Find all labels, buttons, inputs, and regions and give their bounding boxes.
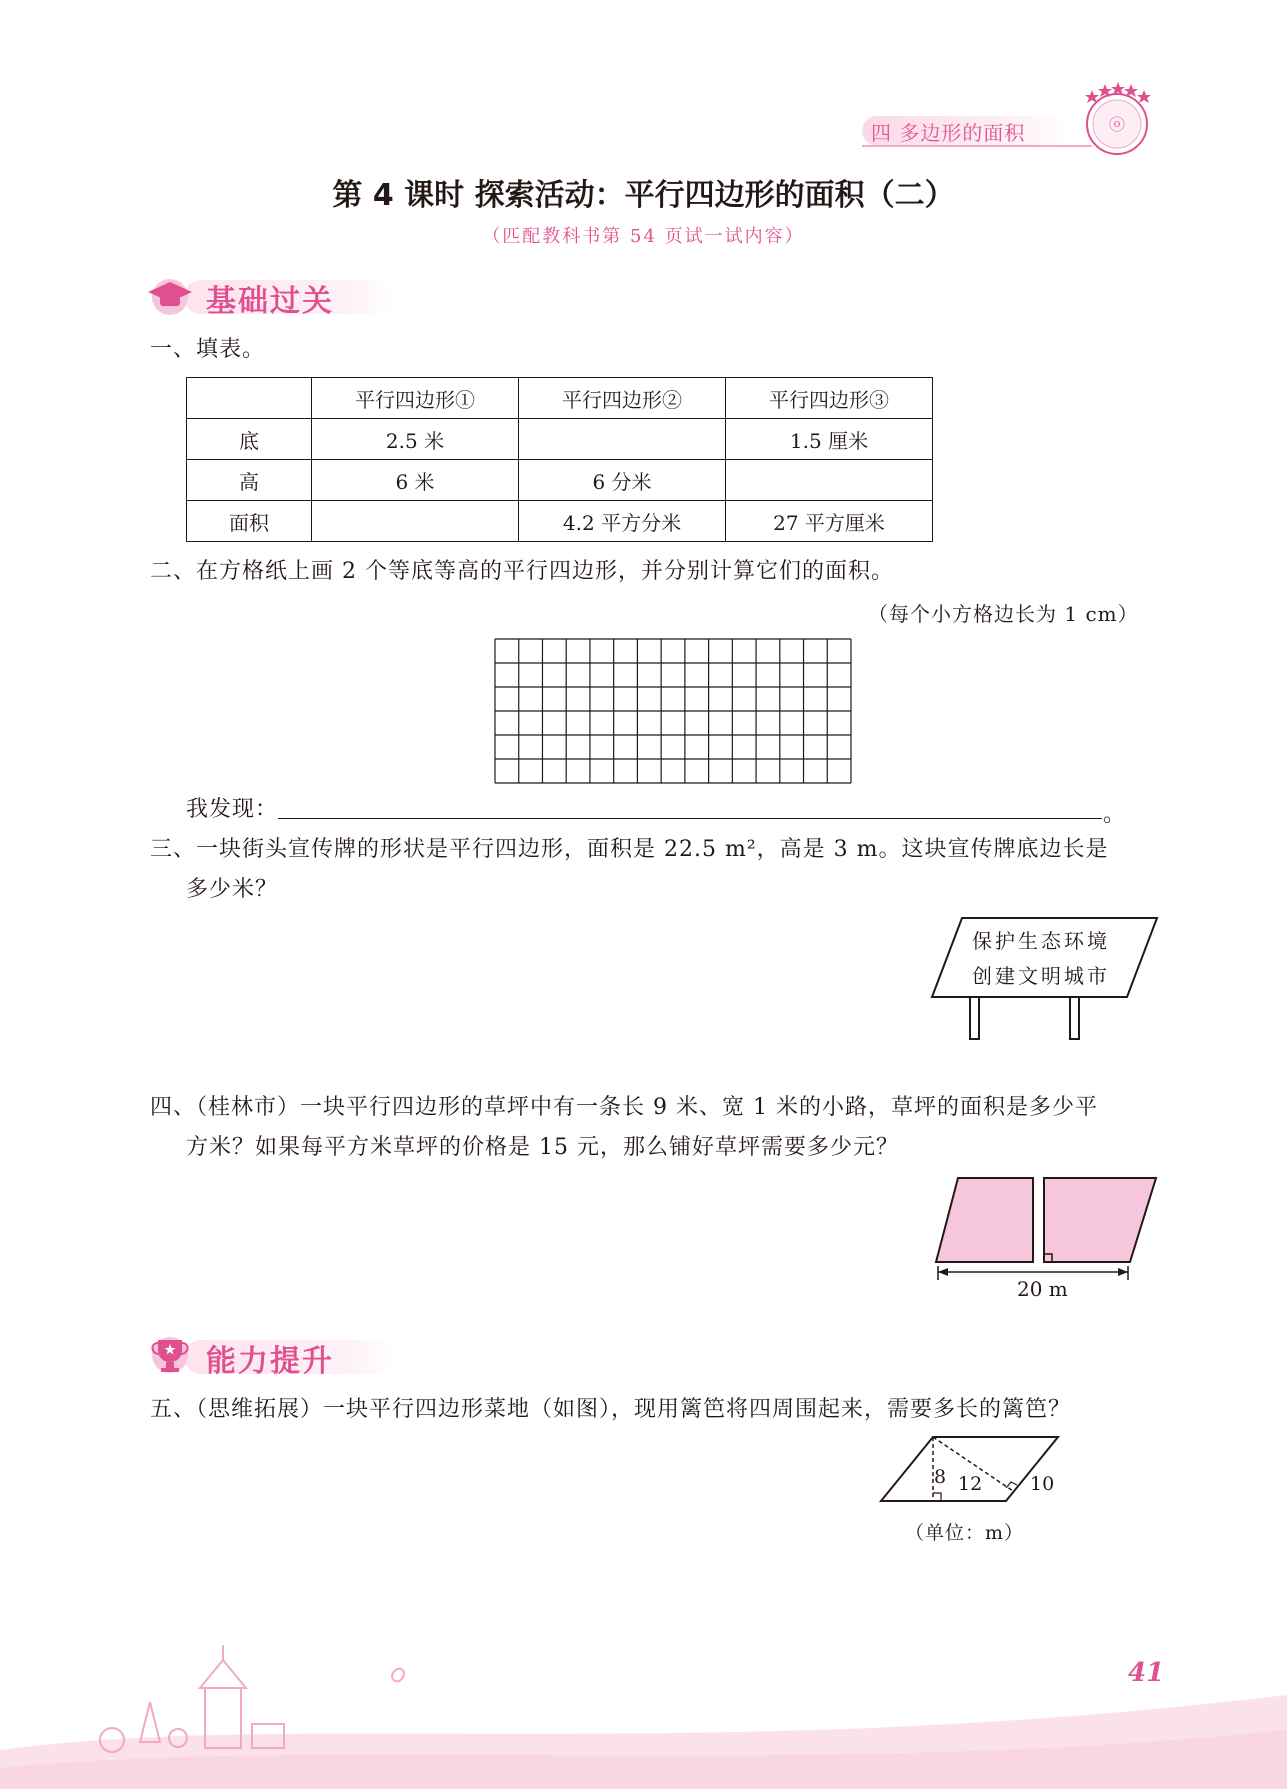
question-3-line2: 多少米？ bbox=[186, 877, 279, 902]
question-2-prompt: 二、在方格纸上画 2 个等底等高的平行四边形，并分别计算它们的面积。 bbox=[150, 559, 894, 584]
lesson-subtitle: （匹配教科书第 54 页试一试内容） bbox=[482, 226, 805, 247]
label-height-8: 8 bbox=[934, 1466, 947, 1488]
lawn-figure bbox=[928, 1170, 1168, 1290]
section-banner-basic bbox=[144, 272, 404, 318]
table-row-label: 底 bbox=[187, 419, 312, 460]
label-side-10: 10 bbox=[1030, 1473, 1055, 1495]
finding-answer-line[interactable] bbox=[278, 818, 1102, 819]
section-banner-advanced bbox=[144, 1332, 404, 1378]
graduation-cap-icon bbox=[144, 272, 194, 318]
table-header-cell: 平行四边形② bbox=[519, 378, 726, 419]
table-row bbox=[187, 460, 933, 501]
table-cell: 4.2 平方分米 bbox=[519, 501, 726, 542]
table-row bbox=[187, 501, 933, 542]
table-cell-blank[interactable] bbox=[519, 419, 726, 460]
table-cell: 27 平方厘米 bbox=[726, 501, 933, 542]
fill-in-table bbox=[186, 377, 933, 542]
question-4-line2: 方米？如果每平方米草坪的价格是 15 元，那么铺好草坪需要多少元？ bbox=[186, 1135, 899, 1160]
question-4-line1: 四、（桂林市）一块平行四边形的草坪中有一条长 9 米、宽 1 米的小路，草坪的面积是多少平 bbox=[150, 1095, 1098, 1120]
page-number: 41 bbox=[1128, 1658, 1165, 1688]
table-header-cell: 平行四边形① bbox=[312, 378, 519, 419]
table-row-label: 高 bbox=[187, 460, 312, 501]
table-cell-blank[interactable] bbox=[312, 501, 519, 542]
trophy-icon bbox=[144, 1332, 194, 1378]
section-title-advanced: 能力提升 bbox=[206, 1344, 334, 1379]
sign-text-line2: 创建文明城市 bbox=[972, 964, 1110, 988]
unit-label: （单位：m） bbox=[905, 1522, 1025, 1544]
question-1-prompt: 一、填表。 bbox=[150, 337, 266, 362]
table-header-row bbox=[187, 378, 933, 419]
chapter-title: 四 多边形的面积 bbox=[871, 121, 1026, 145]
table-header-cell: 平行四边形③ bbox=[726, 378, 933, 419]
finding-label: 我发现： bbox=[186, 797, 279, 822]
label-height-12: 12 bbox=[958, 1473, 983, 1495]
section-title-basic: 基础过关 bbox=[206, 284, 334, 319]
table-row bbox=[187, 419, 933, 460]
table-cell-blank[interactable] bbox=[726, 460, 933, 501]
lawn-dimension-label: 20 m bbox=[1017, 1277, 1068, 1301]
finding-end-mark: 。 bbox=[1103, 802, 1127, 827]
chapter-underline bbox=[862, 145, 1092, 147]
table-cell: 2.5 米 bbox=[312, 419, 519, 460]
table-cell: 1.5 厘米 bbox=[726, 419, 933, 460]
question-3-line1: 三、一块街头宣传牌的形状是平行四边形，面积是 22.5 m²，高是 3 m。这块宣传牌底边长是 bbox=[150, 837, 1109, 862]
svg-text:ⓞ: ⓞ bbox=[1108, 115, 1126, 134]
table-header-cell bbox=[187, 378, 312, 419]
table-row-label: 面积 bbox=[187, 501, 312, 542]
publisher-logo-icon bbox=[1072, 80, 1162, 160]
table-cell: 6 米 bbox=[312, 460, 519, 501]
table-cell: 6 分米 bbox=[519, 460, 726, 501]
lesson-title: 第 4 课时 探索活动：平行四边形的面积（二） bbox=[332, 178, 955, 213]
footer-decoration bbox=[0, 1640, 1287, 1789]
grid-note: （每个小方格边长为 1 cm） bbox=[868, 602, 1139, 626]
question-5-prompt: 五、（思维拓展）一块平行四边形菜地（如图），现用篱笆将四周围起来，需要多长的篱笆？ bbox=[150, 1397, 1072, 1422]
sign-text-line1: 保护生态环境 bbox=[972, 929, 1110, 953]
grid-paper[interactable] bbox=[494, 638, 852, 784]
